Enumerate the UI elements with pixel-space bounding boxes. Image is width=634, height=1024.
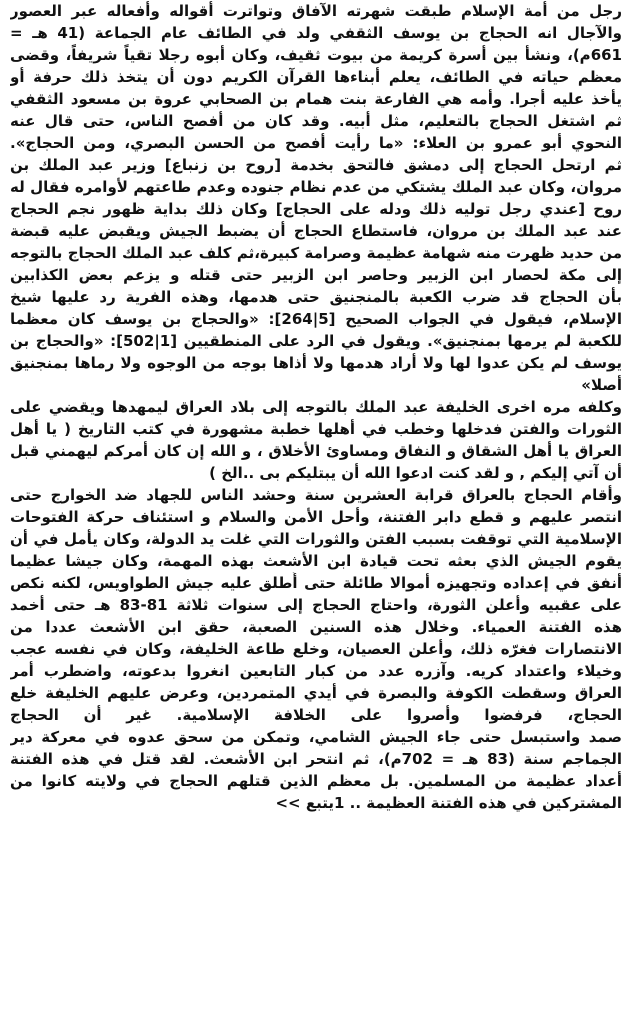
text-line: أعداد عظيمة من المسلمين. بل معظم الذين قتلهم الحجاج في ولايته كانوا من (10, 772, 622, 790)
text-line: إلى مكة لحصار ابن الزبير وحاصر ابن الزبير حتى قتله و يزعم بعض الكذابين (10, 266, 622, 284)
text-line: الثورات والفتن فدخلها وخطب في أهلها خطبة مشهورة في كتب التاريخ ( يا أهل (10, 420, 622, 438)
text-line: والآجال انه الحجاج بن يوسف الثقفي ولد في الطائف عام الجماعة (41 هـ = (10, 24, 622, 42)
text-line: من حديد ظهرت منه شهامة عظيمة وصرامة كبيرة،ثم كلف عبد الملك الحجاج بالتوجه (10, 244, 622, 262)
paragraph (10, 484, 622, 814)
text-line: صمد واستبسل حتى جاء الجيش الشامي، وتمكن من سحق عدوه في معركة دير (10, 728, 622, 746)
text-line: ثم ارتحل الحجاج إلى دمشق فالتحق بخدمة [روح بن زنباع] وزير عبد الملك بن (10, 156, 622, 174)
text-line: روح [عندي رجل توليه ذلك ودله على الحجاج] وكان ذلك بداية ظهور نجم الحجاج (10, 200, 622, 218)
text-line: أنفق في إعداده وتجهيزه أموالا طائلة حتى أُطلق عليه جيش الطواويس، لكنه نكص (10, 574, 622, 592)
text-line: الإسلام، فيقول في الجواب الصحيح [5|264]: «والحجاج بن يوسف كان معظما (10, 310, 622, 328)
text-line: العراق وسقطت الكوفة والبصرة في أيدي المتمردين، وعرض عليهم الخليفة خلع (10, 684, 622, 702)
text-line: المشتركين في هذه الفتنة العظيمة .. 1يتبع >> (275, 794, 622, 812)
text-line: يوسف لم يكن عدوا لها ولا أراد هدمها ولا أذاها بوجه من الوجوه ولا رماها بمنجنيق (10, 354, 622, 372)
text-line: وأقام الحجاج بالعراق قرابة العشرين سنة وحشد الناس للجهاد ضد الخوارج حتى (10, 486, 622, 504)
article-body (10, 0, 622, 814)
text-line: وكلفه مره اخرى الخليفة عبد الملك بالتوجه إلى بلاد العراق ليمهدها ويقضي على (10, 398, 622, 416)
text-line: الحجاج، فرفضوا وأصروا على الخلافة الإسلامية. غير أن الحجاج (10, 706, 622, 724)
text-line: عند عبد الملك بن مروان، فاستطاع الحجاج أن يضبط الجيش ويقبض عليه قبضة (10, 222, 622, 240)
text-line: على عقبيه وأعلن الثورة، واحتاج الحجاج إلى سنوات ثلاثة 81-83 هـ حتى أخمد (10, 596, 622, 614)
text-line: مروان، وكان عبد الملك يشتكي من عدم نظام جنوده وعدم طاعتهم لأوامره فقال له (10, 178, 622, 196)
text-line: معظم حياته في الطائف، يعلم أبناءها القرآن الكريم دون أن يتخذ ذلك حرفة أو (10, 68, 622, 86)
text-line: العراق يا أهل الشقاق و النفاق ومساوئ الأخلاق ، و الله إن كان أمركم ليهمني قبل (10, 442, 622, 460)
text-line: يأخذ عليه أجرا. وأمه هي الفارعة بنت همام بن الصحابي عروة بن مسعود الثقفي (10, 90, 622, 108)
text-line: أصلا» (581, 376, 622, 394)
text-line: انتصر عليهم و قطع دابر الفتنة، وأحل الأمن والسلام و استئناف حركة الفتوحات (10, 508, 622, 526)
paragraph (10, 0, 622, 396)
text-line: الانتصارات فغرّه ذلك، وأعلن العصيان، وخلع طاعة الخليفة، وكان في نفسه عجب (10, 640, 622, 658)
text-line: للكعبة لم يرمها بمنجنيق». ويقول في الرد على المنطقيين [1|502]: «والحجاج بن (10, 332, 622, 350)
text-line: هذه الفتنة العمياء. وخلال هذه السنين الصعبة، حقق ابن الأشعث عددا من (10, 618, 622, 636)
text-line: 661م)، ونشأ بين أسرة كريمة من بيوت ثقيف، وكان أبوه رجلا تقياً شريفاً، وقضى (10, 46, 622, 64)
paragraph (10, 396, 622, 484)
text-line: النحوي أبو عمرو بن العلاء: «ما رأيت أفصح من الحسن البصري، ومن الحجاج». (10, 134, 622, 152)
text-line: وخيلاء واعتداد كريه. وآزره عدد من كبار التابعين انغروا بدعوته، واضطرب أمر (10, 662, 622, 680)
text-line: ثم اشتغل الحجاج بالتعليم، مثل أبيه. وقد كان من أفصح الناس، حتى قال عنه (10, 112, 622, 130)
text-line: رجل من أمة الإسلام طبقت شهرته الآفاق وتواترت أقواله وأفعاله عبر العصور (10, 2, 622, 20)
text-line: الإسلامية التي توقفت بسبب الفتن والثورات التي غلت يد الدولة، وكان يأمل في أن (10, 530, 622, 548)
text-line: أن آتي إليكم , و لقد كنت ادعوا الله أن يبتليكم بى ..الخ ) (209, 464, 622, 482)
text-line: يقوم الجيش الذي بعثه تحت قيادة ابن الأشعث بهذه المهمة، وكان جيشا عظيما (10, 552, 622, 570)
text-line: بأن الحجاج قد ضرب الكعبة بالمنجنيق حتى هدمها، وهذه الفرية رد عليها شيخ (10, 288, 622, 306)
text-line: الجماجم سنة (83 هـ = 702م)، ثم انتحر ابن الأشعث. لقد قتل في هذه الفتنة (10, 750, 622, 768)
